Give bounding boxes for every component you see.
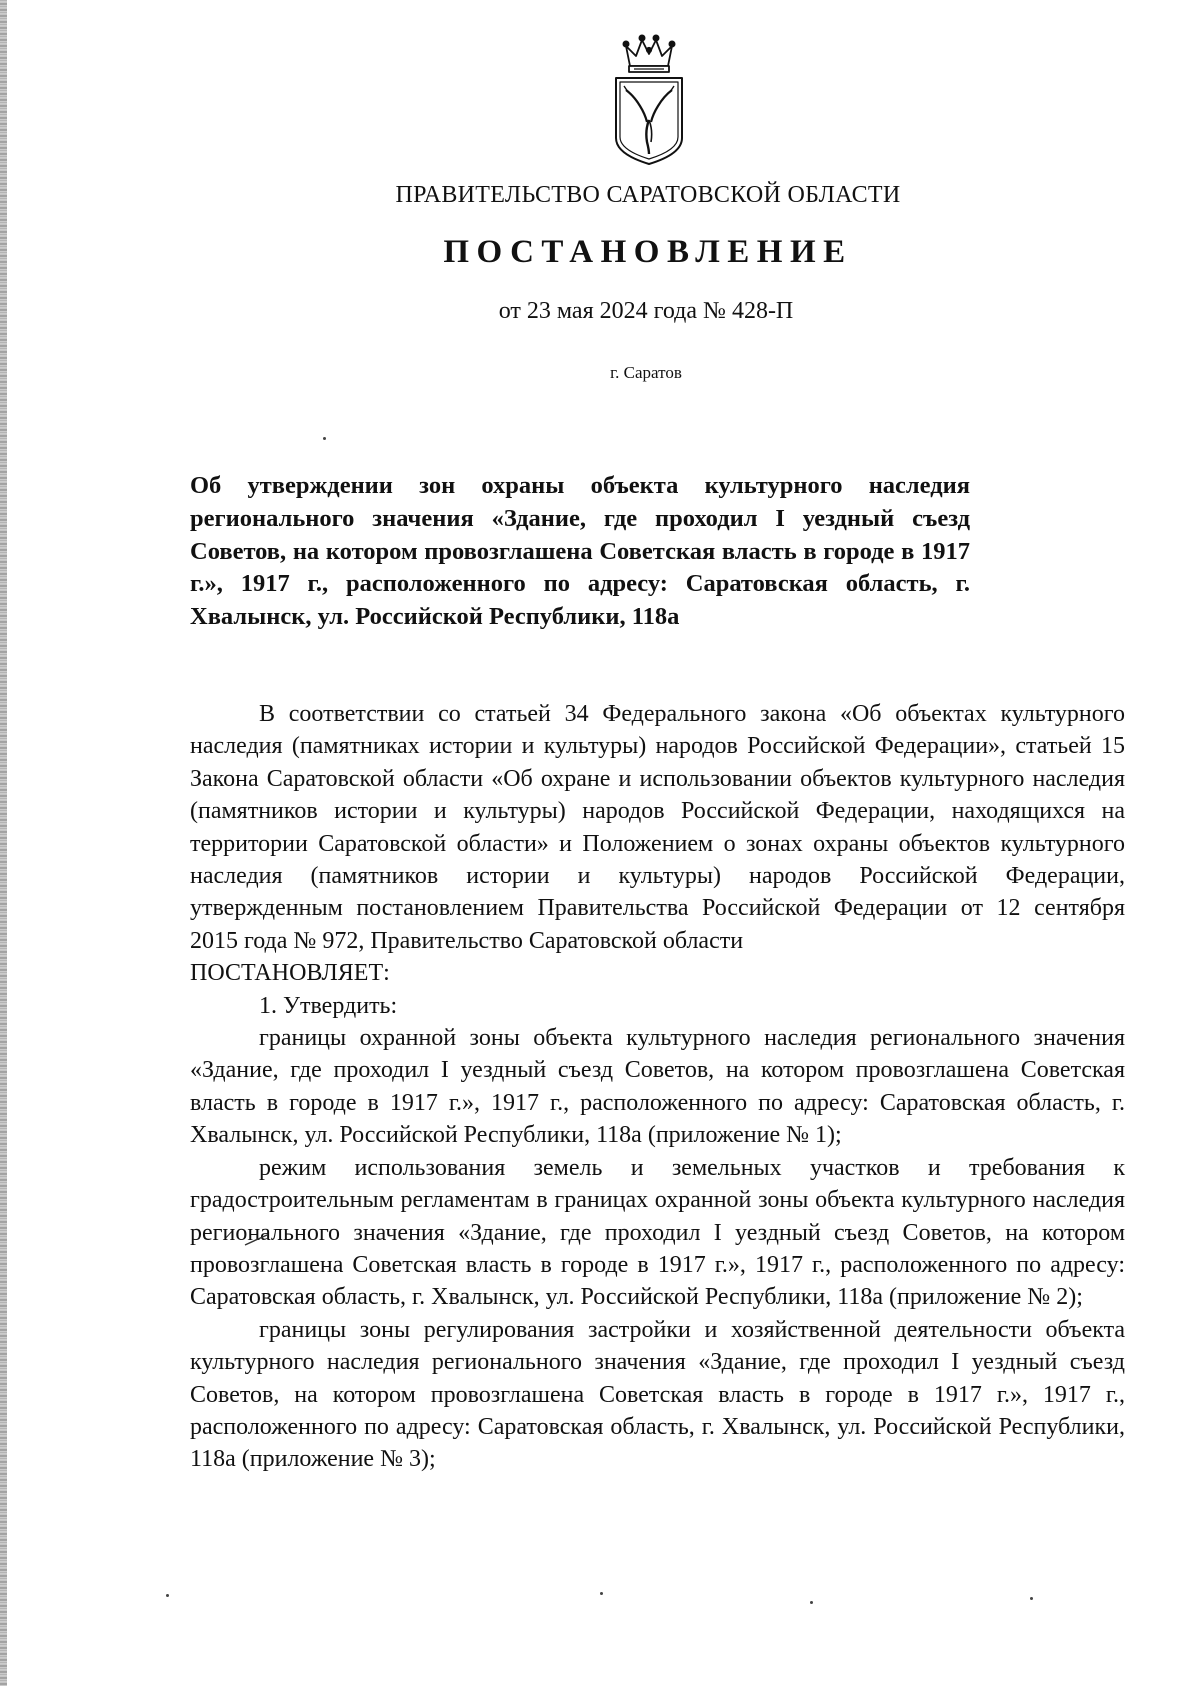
sub-item-paragraph: режим использования земель и земельных участков и требования к градостроительным регламентам в границах охранной зоны объекта культурного наследия регионального значения «Здание, где проходил I уездный съезд Советов, на котором провозглашена Советская власть в городе в 1917 г.», 1917 г., расположенного по адресу: Саратовская область, г. Хвалынск, ул. Российской Республики, 118а (приложение № 2); <box>190 1154 1126 1311</box>
scan-speck <box>810 1601 813 1604</box>
item-1-heading: 1. Утвердить: <box>259 992 398 1019</box>
sub-item-paragraph: границы охранной зоны объекта культурного наследия регионального значения «Здание, где проходил I уездный съезд Советов, на котором провозглашена Советская власть в городе в 1917 г.», 1917 г., расположенного по адресу: Саратовская область, г. Хвалынск, ул. Российской Республики, 118а (приложение № 1); <box>190 1025 1125 1149</box>
document-date-number: от 23 мая 2024 года № 428-П <box>498 298 794 324</box>
scan-speck <box>323 437 326 440</box>
scan-speck <box>600 1592 603 1595</box>
document-type: ПОСТАНОВЛЕНИЕ <box>443 234 853 270</box>
enactment-clause: ПОСТАНОВЛЯЕТ: <box>190 960 390 987</box>
pen-mark <box>243 1233 269 1247</box>
coat-of-arms-icon <box>610 34 688 166</box>
scan-speck <box>1030 1597 1033 1600</box>
document-title: Об утверждении зон охраны объекта культурного наследия регионального значения «Здание, где проходил I уездный съезд Советов, на котором провозглашена Советская власть в городе в 1917 г.», 1917 г., расположенного по адресу: Саратовская область, г. Хвалынск, ул. Российской Республики, 118а <box>190 472 970 631</box>
scan-edge <box>0 0 7 1686</box>
document-city: г. Саратов <box>610 363 682 382</box>
sub-item-paragraph: границы зоны регулирования застройки и хозяйственной деятельности объекта культурного наследия регионального значения «Здание, где проходил I уездный съезд Советов, на котором провозглашена Советская власть в городе в 1917 г.», 1917 г., расположенного по адресу: Саратовская область, г. Хвалынск, ул. Российской Республики, 118а (приложение № 3); <box>190 1316 1125 1473</box>
scan-speck <box>166 1594 169 1597</box>
preamble-paragraph: В соответствии со статьей 34 Федерального закона «Об объектах культурного наследия (памятниках истории и культуры) народов Российской Федерации», статьей 15 Закона Саратовской области «Об охране и использовании объектов культурного наследия (памятников истории и культуры) народов Российской Федерации, находящихся на территории Саратовской области» и Положением о зонах охраны объектов культурного наследия (памятников истории и культуры) народов Российской Федерации, утвержденным постановлением Правительства Российской Федерации от 12 сентября 2015 года № 972, Правительство Саратовской области <box>190 701 1125 954</box>
organization-name: ПРАВИТЕЛЬСТВО САРАТОВСКОЙ ОБЛАСТИ <box>395 182 901 208</box>
document-body <box>190 698 1125 1476</box>
